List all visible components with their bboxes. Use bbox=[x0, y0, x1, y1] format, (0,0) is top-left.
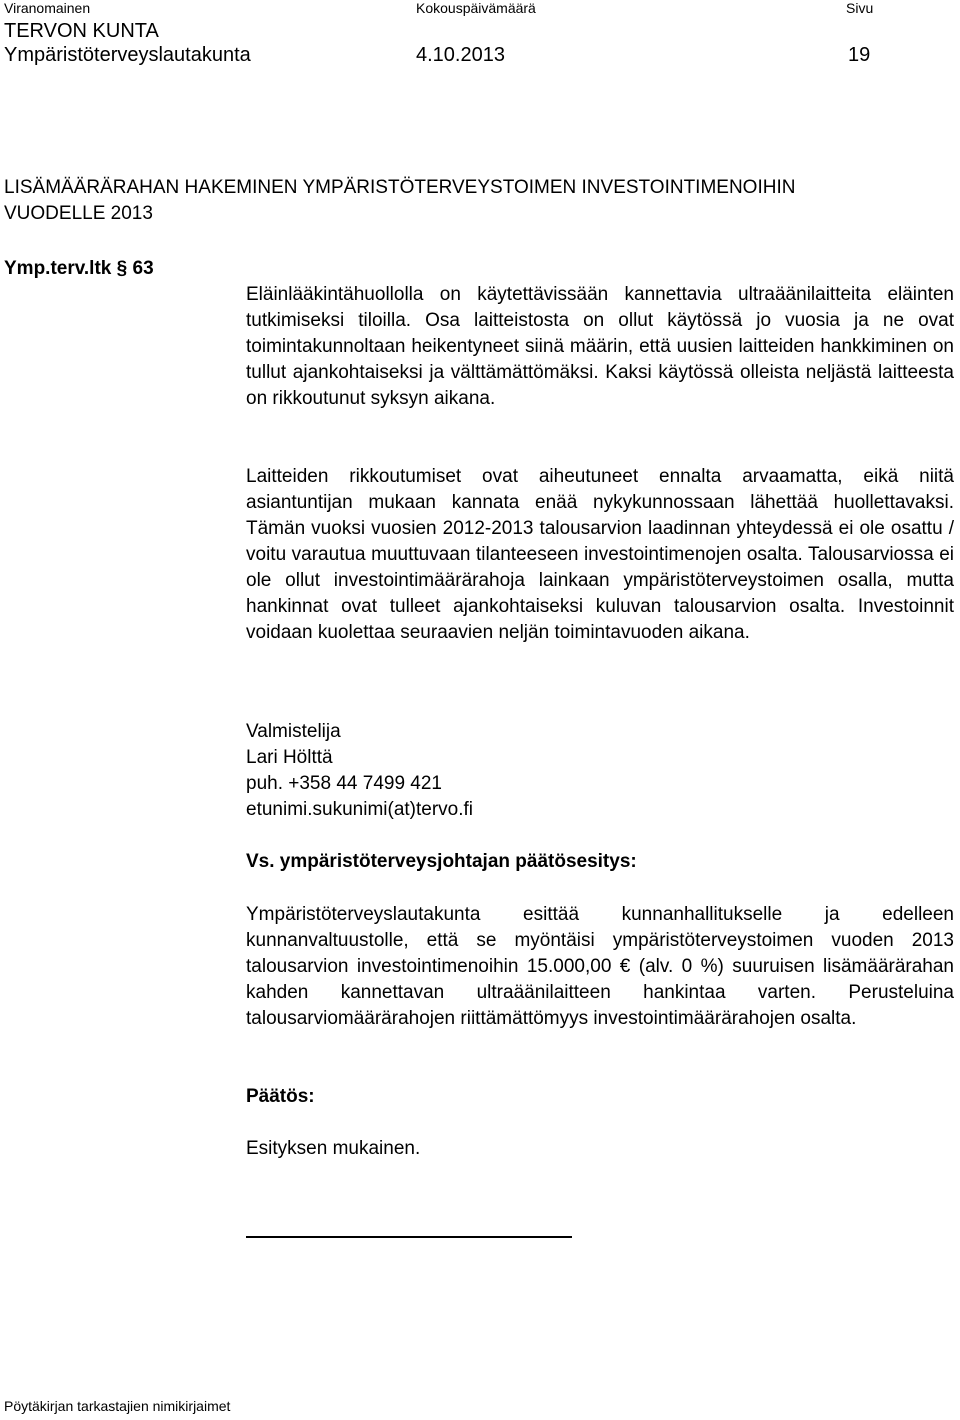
footer-signatures-label: Pöytäkirjan tarkastajien nimikirjaimet bbox=[4, 1398, 231, 1414]
preparer-phone: puh. +358 44 7499 421 bbox=[246, 773, 442, 794]
document-title-line2: VUODELLE 2013 bbox=[4, 203, 153, 224]
proposal-heading: Vs. ympäristöterveysjohtajan päätösesitys: bbox=[246, 851, 637, 872]
org-name: TERVON KUNTA bbox=[4, 20, 159, 42]
signature-line bbox=[246, 1236, 572, 1238]
decision-text: Esityksen mukainen. bbox=[246, 1138, 421, 1159]
document-title-line1: LISÄMÄÄRÄRAHAN HAKEMINEN YMPÄRISTÖTERVEYSTOIMEN INVESTOINTIMENOIHIN bbox=[4, 177, 796, 198]
section-ref-label: Ymp.terv.ltk bbox=[4, 258, 112, 279]
section-sign-icon: § bbox=[116, 258, 128, 279]
preparer-name: Lari Hölttä bbox=[246, 747, 333, 768]
meeting-date: 4.10.2013 bbox=[416, 44, 505, 66]
preparer-label: Valmistelija bbox=[246, 721, 341, 742]
committee-name: Ympäristöterveyslautakunta bbox=[4, 44, 251, 66]
proposal-text: Ympäristöterveyslautakunta esittää kunnanhallitukselle ja edelleen kunnanvaltuustolle, että se myöntäisi ympäristöterveystoimen vuoden 2013 talousarvion investointimenoihin 15.000,00 € (alv. 0 %) suuruisen lisämäärärahan kahden kannettavan ultraäänilaitteen hankintaa varten. Perusteluina talousarviomäärärahojen riittämättömyys investointimäärärahojen osalta. bbox=[246, 904, 954, 1029]
header-meeting-date-label: Kokouspäivämäärä bbox=[416, 0, 536, 16]
section-number: 63 bbox=[132, 258, 154, 279]
section-reference bbox=[4, 256, 154, 282]
body-paragraph-1: Eläinlääkintähuollolla on käytettävissään kannettavia ultraäänilaitteita eläinten tutkimiseksi tiloilla. Osa laitteistosta on ollut käytössä jo vuosia ja ne ovat toimintakunnoltaan heikentyneet siinä määrin, että uusien laitteiden hankkiminen on tullut ajankohtaiseksi ja välttämättömäksi. Kaksi käytössä olleista neljästä laitteesta on rikkoutunut syksyn aikana. bbox=[246, 284, 954, 409]
decision-heading: Päätös: bbox=[246, 1086, 315, 1107]
page-number: 19 bbox=[848, 44, 871, 66]
body-paragraph-2: Laitteiden rikkoutumiset ovat aiheutuneet ennalta arvaamatta, eikä niitä asiantuntijan mukaan kannata enää nykykunnossaan lähettää huollettavaksi. Tämän vuoksi vuosien 2012-2013 talousarvion laadinnan yhteydessä ei ole osattu / voitu varautua muuttuvaan tilanteeseen investointimenojen osalta. Talousarviossa ei ole ollut investointimäärärahoja lainkaan ympäristöterveystoimen osalla, mutta hankinnat ovat tulleet ajankohtaiseksi kuluvan talousarvion osalta. Investoinnit voidaan kuolettaa seuraavien neljän toimintavuoden aikana. bbox=[246, 466, 954, 643]
preparer-block bbox=[246, 719, 473, 823]
preparer-email: etunimi.sukunimi(at)tervo.fi bbox=[246, 799, 474, 820]
header-authority-label: Viranomainen bbox=[4, 0, 91, 16]
header-page-label: Sivu bbox=[846, 0, 874, 16]
